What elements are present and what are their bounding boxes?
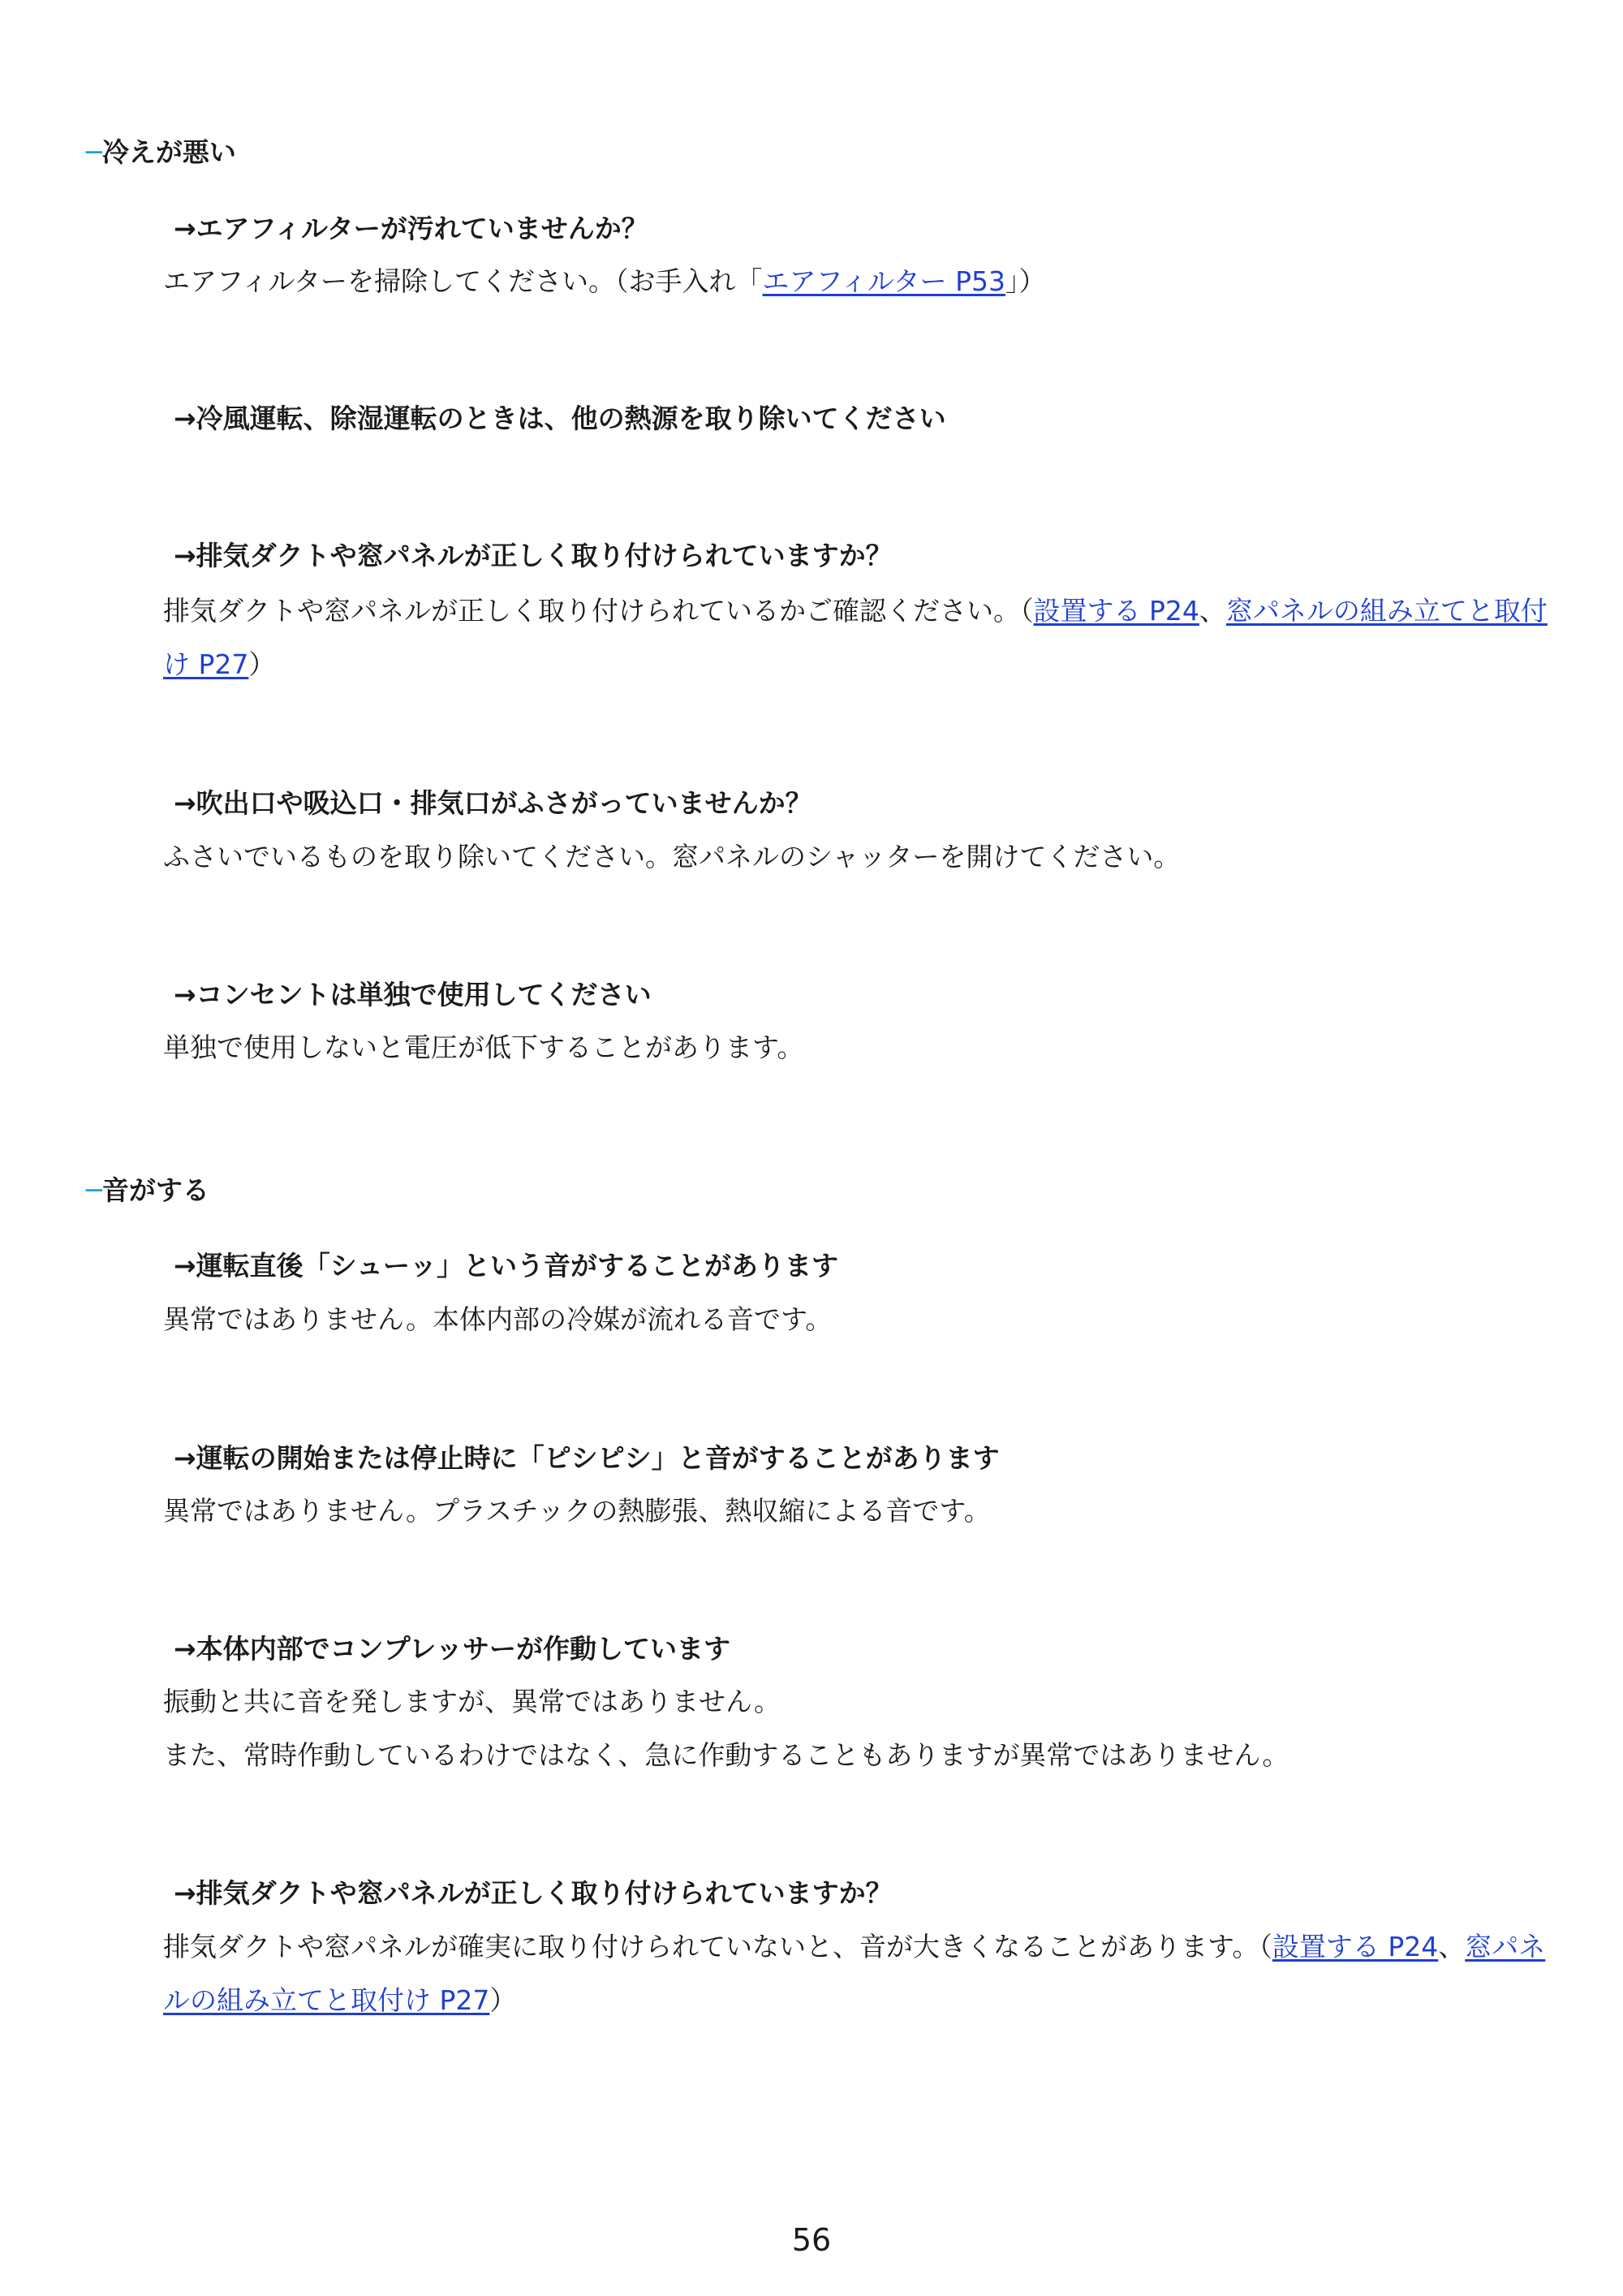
question-duct-install: →排気ダクトや窓パネルが正しく取り付けられていますか？: [174, 540, 893, 571]
section-dash-icon: ─: [86, 1174, 102, 1206]
question-air-filter: →エアフィルターが汚れていませんか？: [174, 213, 648, 244]
link-window-panel-p27[interactable]: 窓パネルの組み立てと取付け P27: [163, 595, 1548, 680]
link-window-panel-p27[interactable]: 窓パネルの組み立てと取付け P27: [163, 1931, 1546, 2016]
link-install-p24[interactable]: 設置する P24: [1272, 1931, 1439, 1962]
answer-crack-sound: 異常ではありません。プラスチックの熱膨張、熱収縮による音です。: [163, 1495, 991, 1527]
page-number: 56: [791, 2222, 832, 2258]
answer-whoosh-sound: 異常ではありません。本体内部の冷媒が流れる音です。: [163, 1303, 833, 1335]
question-compressor: →本体内部でコンプレッサーが作動しています: [174, 1633, 731, 1665]
answer-outlet: 単独で使用しないと電圧が低下することがあります。: [163, 1032, 804, 1063]
question-duct-noise: →排気ダクトや窓パネルが正しく取り付けられていますか？: [174, 1877, 893, 1909]
question-heat-source: →冷風運転、除湿運転のときは、他の熱源を取り除いてください: [174, 403, 946, 434]
section-dash-icon: ─: [86, 136, 102, 168]
link-install-p24[interactable]: 設置する P24: [1033, 595, 1199, 627]
answer-duct-install: 排気ダクトや窓パネルが正しく取り付けられているかご確認ください。（設置する P24、窓パネルの組み立てと取付け P27）: [163, 595, 1548, 680]
link-air-filter-p53[interactable]: エアフィルター P53: [762, 265, 1005, 297]
question-outlet: →コンセントは単独で使用してください: [174, 979, 652, 1010]
section-title-cooling: ─冷えが悪い: [86, 136, 236, 168]
question-vents-blocked: →吹出口や吸込口・排気口がふさがっていませんか？: [174, 787, 812, 819]
answer-compressor: 振動と共に音を発しますが、異常ではありません。 また、常時作動しているわけではなく、急に作動することもありますが異常ではありません。: [163, 1686, 1289, 1771]
answer-vents-blocked: ふさいでいるものを取り除いてください。窓パネルのシャッターを開けてください。: [163, 841, 1181, 872]
question-whoosh-sound: →運転直後「シューッ」という音がすることがあります: [174, 1250, 838, 1282]
answer-air-filter: エアフィルターを掃除してください。（お手入れ「エアフィルター P53」）: [163, 265, 1046, 297]
answer-duct-noise: 排気ダクトや窓パネルが確実に取り付けられていないと、音が大きくなることがあります。（設置する P24、窓パネルの組み立てと取付け P27）: [163, 1931, 1546, 2016]
section-title-noise: ─音がする: [86, 1174, 209, 1206]
question-crack-sound: →運転の開始または停止時に「ピシピシ」と音がすることがあります: [174, 1442, 1000, 1474]
